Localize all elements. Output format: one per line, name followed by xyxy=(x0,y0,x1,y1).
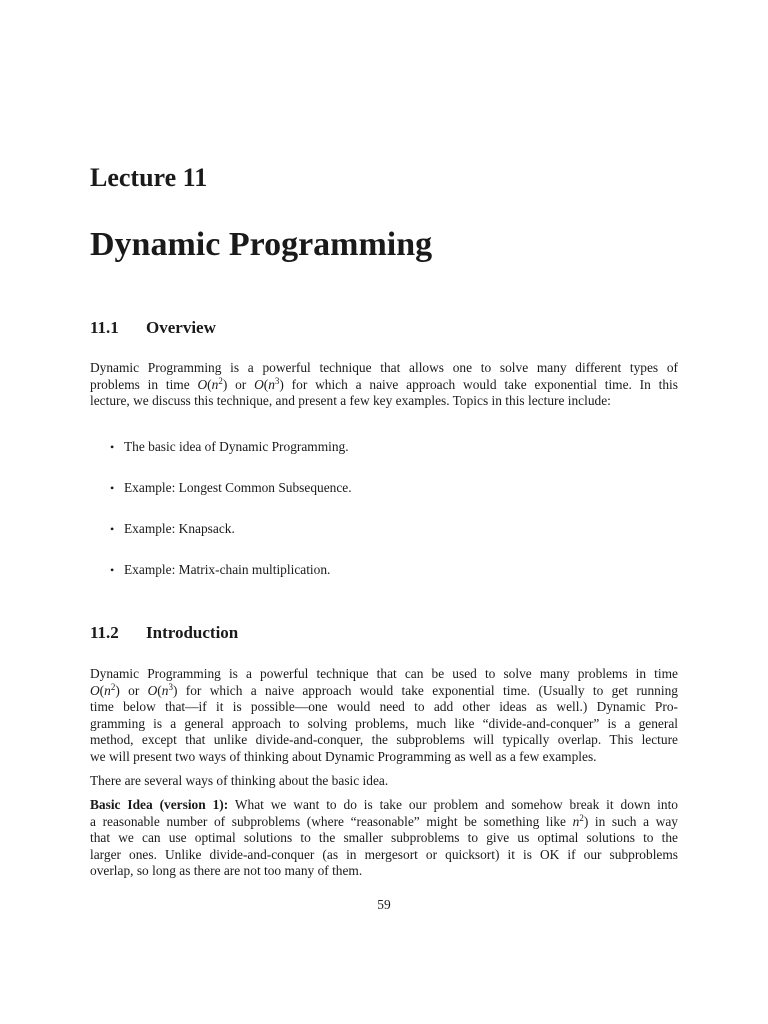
section-title: Overview xyxy=(146,318,216,337)
bullet-icon: • xyxy=(110,563,115,577)
bullet-icon: • xyxy=(110,481,115,495)
text-line: problems in time $O(n^2)$ or $O(n^3)$ for which a naive approach would take exponential time. In this xyxy=(90,375,678,392)
text-line: lecture, we discuss this technique, and present a few key examples. Topics in this lecture include: xyxy=(90,393,611,409)
text-line: Basic Idea (version 1): What we want to do is take our problem and somehow break it down into xyxy=(90,797,678,812)
basic-idea-label: Basic Idea (version 1): xyxy=(90,797,229,812)
text-line: we will present two ways of thinking about Dynamic Programming as well as a few examples. xyxy=(90,748,597,764)
text-line: overlap, so long as there are not too many of them. xyxy=(90,863,363,879)
text-line: gramming is a general approach to solving problems, much like “divide-and-conquer” is a general xyxy=(90,715,678,731)
page-number: 59 xyxy=(377,897,391,912)
list-item: • Example: Matrix-chain multiplication. xyxy=(110,562,331,577)
overview-paragraph xyxy=(90,360,678,410)
introduction-paragraph-2 xyxy=(90,773,678,790)
list-item: • The basic idea of Dynamic Programming. xyxy=(110,439,349,454)
text-line: a reasonable number of subproblems (where “reasonable” might be something like $n^2$) in such a way xyxy=(90,812,678,829)
text-line: method, except that unlike divide-and-conquer, the subproblems will typically overlap. This lecture xyxy=(90,732,678,748)
basic-idea-paragraph xyxy=(90,797,678,880)
section-number: 11.2 xyxy=(90,623,119,642)
text-line: time below that—if it is possible—one would need to add other ideas as well.) Dynamic Pro- xyxy=(90,699,678,715)
text-line: There are several ways of thinking about the basic idea. xyxy=(90,773,389,788)
bullet-icon: • xyxy=(110,440,115,454)
text-line: that we can use optimal solutions to the smaller subproblems to give us optimal solutions to the xyxy=(90,830,678,846)
lecture-label: Lecture 11 xyxy=(90,163,208,192)
list-item: • Example: Knapsack. xyxy=(110,521,235,536)
section-number: 11.1 xyxy=(90,318,119,337)
introduction-paragraph xyxy=(90,666,678,766)
bullet-icon: • xyxy=(110,522,115,536)
text-line: $O(n^2)$ or $O(n^3)$ for which a naive approach would take exponential time. (Usually to get running xyxy=(90,681,678,698)
text-line: larger ones. Unlike divide-and-conquer (as in mergesort or quicksort) it is OK if our subproblems xyxy=(90,846,678,862)
text-line: Dynamic Programming is a powerful technique that can be used to solve many problems in time xyxy=(90,666,678,681)
list-item: • Example: Longest Common Subsequence. xyxy=(110,480,352,495)
section-title: Introduction xyxy=(146,623,239,642)
section-heading-overview xyxy=(90,317,216,339)
chapter-title: Dynamic Programming xyxy=(90,226,433,263)
section-heading-introduction xyxy=(90,622,238,644)
text-line: Dynamic Programming is a powerful technique that allows one to solve many different types of xyxy=(90,360,678,375)
